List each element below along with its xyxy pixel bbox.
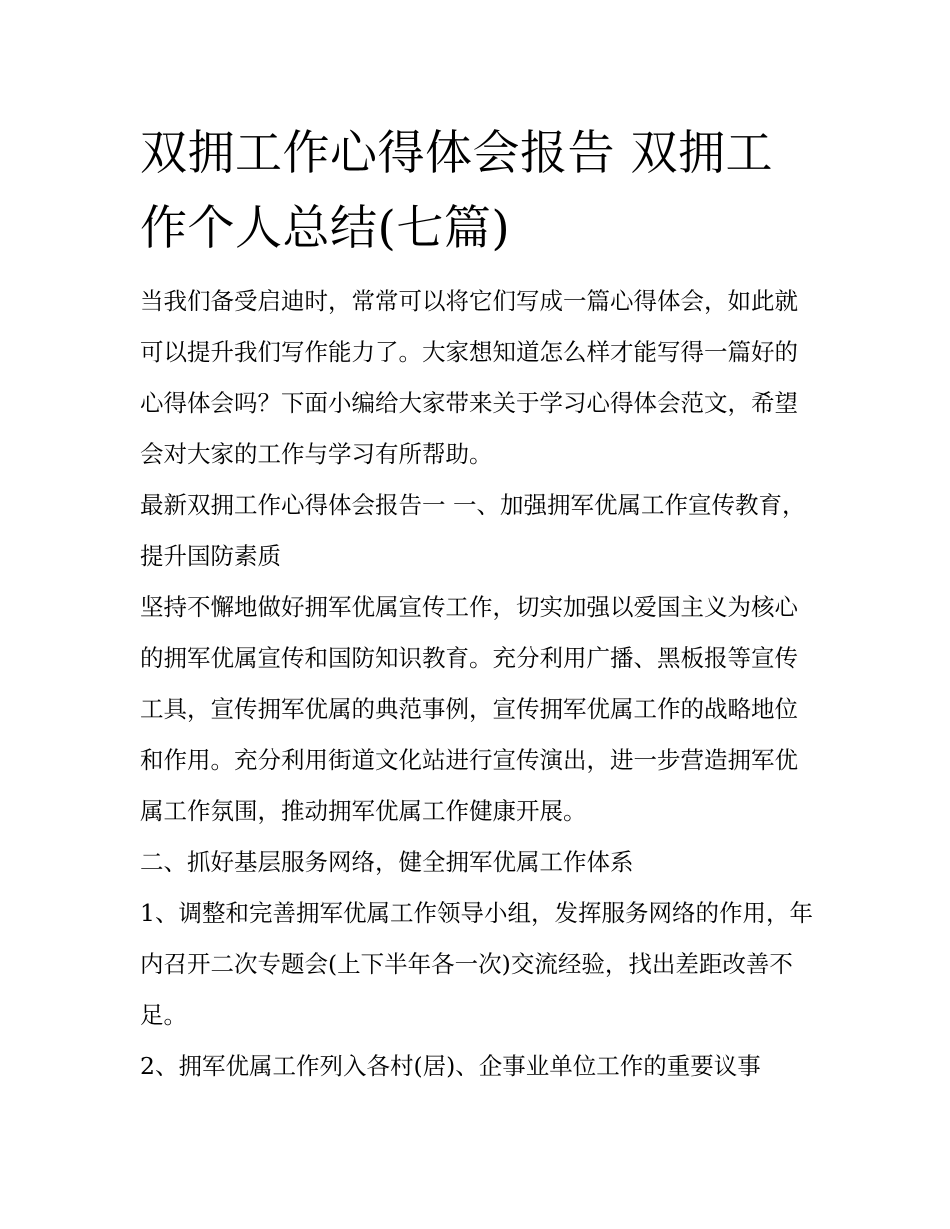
section-heading-2: 二、抓好基层服务网络，健全拥军优属工作体系 <box>140 848 634 876</box>
intro-paragraph: 当我们备受启迪时，常常可以将它们写成一篇心得体会，如此就可以提升我们写作能力了。大家想知道怎么样才能写得一篇好的心得体会吗？下面小编给大家带来关于学习心得体会范文，希望会对大家的工作与学习有所帮助。 <box>140 287 798 468</box>
section-heading-1: 最新双拥工作心得体会报告一 一、加强拥军优属工作宣传教育，提升国防素质 <box>140 491 806 570</box>
document-title: 双拥工作心得体会报告 双拥工作个人总结(七篇) <box>140 126 773 256</box>
body-paragraph: 坚持不懈地做好拥军优属宣传工作，切实加强以爱国主义为核心的拥军优属宣传和国防知识教育。充分利用广播、黑板报等宣传工具，宣传拥军优属的典范事例，宣传拥军优属工作的战略地位和作用。充分利用街道文化站进行宣传演出，进一步营造拥军优属工作氛围，推动拥军优属工作健康开展。 <box>140 593 798 825</box>
list-item-2: 2、拥军优属工作列入各村(居)、企事业单位工作的重要议事 <box>140 1052 761 1080</box>
list-item-1: 1、调整和完善拥军优属工作领导小组，发挥服务网络的作用，年内召开二次专题会(上下半年各一次)交流经验，找出差距改善不足。 <box>140 899 813 1029</box>
